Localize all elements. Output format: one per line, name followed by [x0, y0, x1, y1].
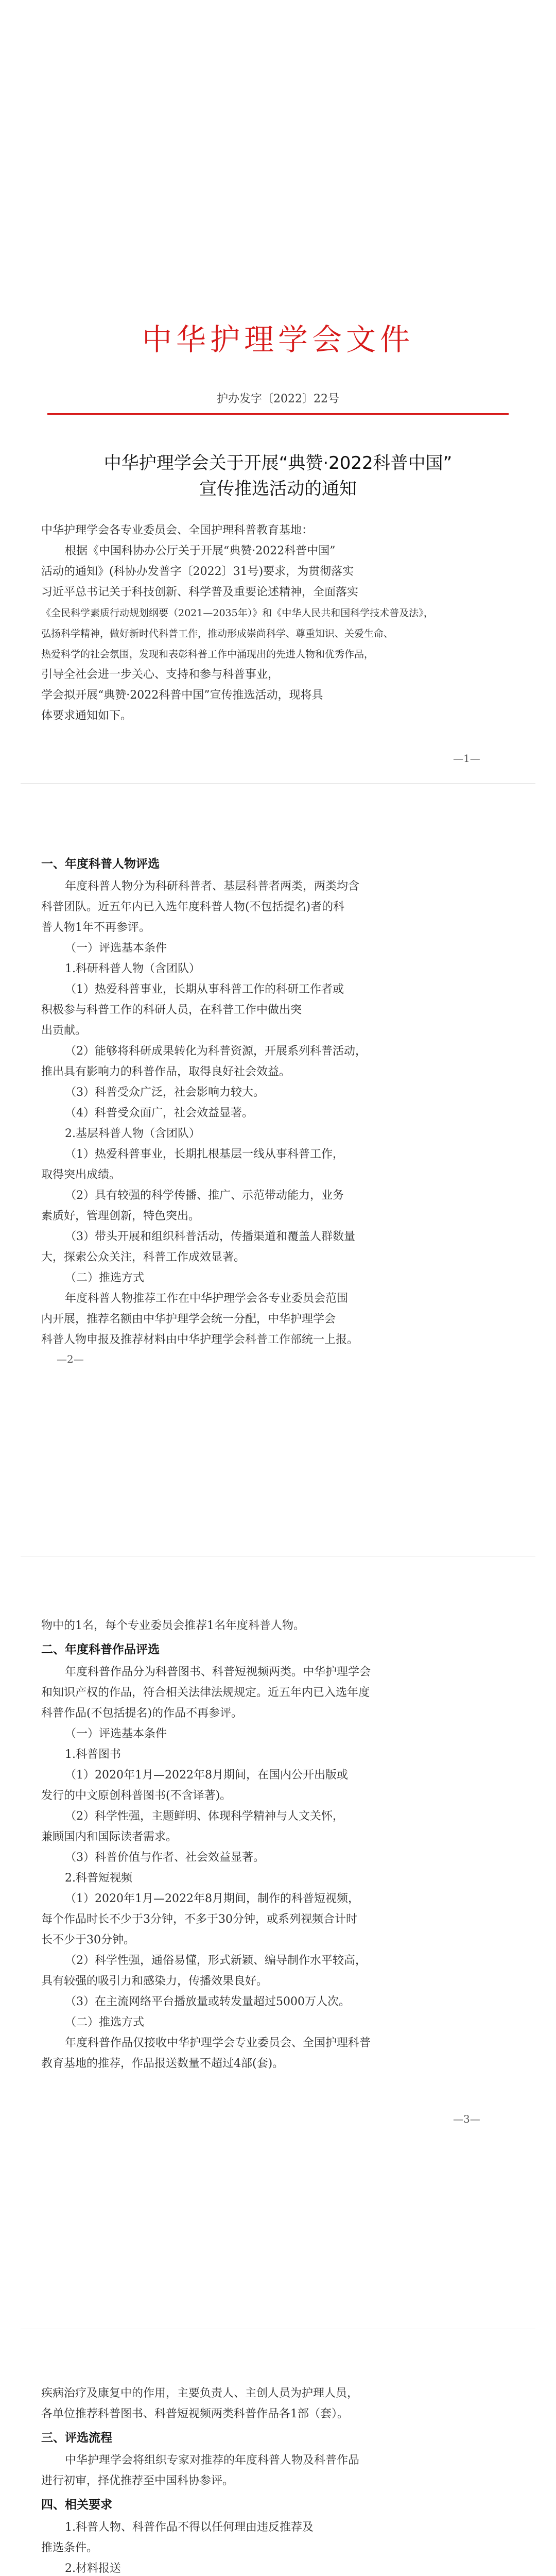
- paragraph-line: 科普团队。近五年内已入选年度科普人物(不包括提名)者的科: [41, 901, 345, 913]
- document-header-title: 中华护理学会文件: [142, 322, 414, 357]
- paragraph-line: 根据《中国科协办公厅关于开展“典赞·2022科普中国”: [65, 545, 336, 557]
- paragraph-line: 中华护理学会将组织专家对推荐的年度科普人物及科普作品: [65, 2454, 360, 2467]
- paragraph-line: 取得突出成绩。: [41, 1168, 121, 1181]
- paragraph-line: 1.科普人物、科普作品不得以任何理由违反推荐及: [65, 2521, 314, 2534]
- section-heading: 三、评选流程: [41, 2431, 112, 2445]
- paragraph-line: 科普人物申报及推荐材料由中华护理学会科普工作部统一上报。: [41, 1333, 359, 1346]
- paragraph-line: 疾病治疗及康复中的作用，主要负责人、主创人员为护理人员，: [41, 2387, 359, 2400]
- paragraph-line: 引导全社会进一步关心、支持和参与科普事业，: [41, 668, 280, 681]
- paragraph-line: 大，探索公众关注，科普工作成效显著。: [41, 1251, 246, 1264]
- page-number: —3—: [453, 2113, 480, 2125]
- paragraph-line: （2）科学性强，主题鲜明、体现科学精神与人文关怀，: [65, 1810, 344, 1823]
- paragraph-line: （3）在主流网络平台播放量或转发量超过5000万人次。: [65, 1995, 350, 2008]
- paragraph-line: 年度科普作品仅接收中华护理学会专业委员会、全国护理科普: [65, 2037, 371, 2049]
- subheading: 1.科普图书: [65, 1748, 121, 1761]
- paragraph-line: 普人物1年不再参评。: [41, 921, 150, 934]
- paragraph-line: 进行初审，择优推荐至中国科协参评。: [41, 2475, 234, 2487]
- paragraph-line: 教育基地的推荐，作品报送数量不超过4部(套)。: [41, 2057, 284, 2070]
- salutation: 中华护理学会各专业委员会、全国护理科普教育基地：: [41, 524, 314, 537]
- paragraph-line: 体要求通知如下。: [41, 709, 132, 722]
- page-4: [0, 2329, 556, 2576]
- paragraph-line: 内开展，推荐名额由中华护理学会统一分配，中华护理学会: [41, 1313, 336, 1326]
- subheading: （二）推选方式: [65, 2016, 145, 2029]
- paragraph-line: （2）科学性强，通俗易懂，形式新颖、编导制作水平较高，: [65, 1954, 367, 1967]
- section-heading: 二、年度科普作品评选: [41, 1642, 160, 1656]
- paragraph-line: （1）热爱科普事业，长期从事科普工作的科研工作者或: [65, 983, 344, 996]
- paragraph-line: （1）2020年1月—2022年8月期间，在国内公开出版或: [65, 1769, 348, 1782]
- paragraph-line: （1）热爱科普事业，长期扎根基层一线从事科普工作，: [65, 1148, 344, 1161]
- paragraph-line: 热爱科学的社会氛围，发现和表彰科普工作中涌现出的先进人物和优秀作品，: [41, 649, 374, 660]
- notice-title-line-1: 中华护理学会关于开展“典赞·2022科普中国”: [103, 453, 453, 473]
- paragraph-line: 弘扬科学精神，做好新时代科普工作，推动形成崇尚科学、尊重知识、关爱生命、: [41, 628, 394, 639]
- page-number: —2—: [57, 1353, 84, 1365]
- paragraph-line: （2）能够将科研成果转化为科普资源，开展系列科普活动，: [65, 1045, 367, 1058]
- paragraph-line: 活动的通知》(科协办发普字〔2022〕31号)要求，为贯彻落实: [41, 565, 354, 578]
- section-heading: 一、年度科普人物评选: [41, 857, 160, 871]
- paragraph-line: 年度科普人物推荐工作在中华护理学会各专业委员会范围: [65, 1292, 349, 1305]
- paragraph-line: 习近平总书记关于科技创新、科学普及重要论述精神，全面落实: [41, 586, 359, 599]
- paragraph-line: （4）科普受众面广，社会效益显著。: [65, 1107, 253, 1120]
- paragraph-line: 积极参与科普工作的科研人员，在科普工作中做出突: [41, 1004, 302, 1016]
- paragraph-line: 推选条件。: [41, 2541, 98, 2554]
- paragraph-line: （3）科普受众广泛，社会影响力较大。: [65, 1086, 265, 1099]
- page-3: [0, 1556, 556, 2329]
- subheading: 2.科普短视频: [65, 1872, 132, 1885]
- paragraph-line: 年度科普作品分为科普图书、科普短视频两类。中华护理学会: [65, 1666, 371, 1679]
- subheading: 2.基层科普人物（含团队）: [65, 1127, 200, 1140]
- paragraph-line: （3）科普价值与作者、社会效益显著。: [65, 1851, 265, 1864]
- paragraph-line: 物中的1名，每个专业委员会推荐1名年度科普人物。: [41, 1619, 305, 1632]
- section-heading: 四、相关要求: [41, 2498, 112, 2512]
- notice-title-line-2: 宣传推选活动的通知: [199, 479, 357, 499]
- paragraph-line: （3）带头开展和组织科普活动，传播渠道和覆盖人群数量: [65, 1230, 355, 1243]
- paragraph-line: （1）2020年1月—2022年8月期间，制作的科普短视频，: [65, 1892, 359, 1905]
- paragraph-line: 学会拟开展“典赞·2022科普中国”宣传推选活动，现将具: [41, 689, 323, 702]
- subheading: 1.科研科普人物（含团队）: [65, 962, 200, 975]
- paragraph-line: 各单位推荐科普图书、科普短视频两类科普作品各1部（套）。: [41, 2408, 349, 2420]
- page-2: [0, 784, 556, 1556]
- paragraph-line: 年度科普人物分为科研科普者、基层科普者两类，两类均含: [65, 880, 360, 893]
- paragraph-line: 科普作品(不包括提名)的作品不再参评。: [41, 1707, 243, 1720]
- paragraph-line: 兼顾国内和国际读者需求。: [41, 1831, 178, 1843]
- paragraph-line: 长不少于30分钟。: [41, 1934, 135, 1946]
- red-header-rule: [47, 413, 509, 415]
- paragraph-line: 素质好，管理创新，特色突出。: [41, 1210, 200, 1223]
- paragraph-line: 具有较强的吸引力和感染力，传播效果良好。: [41, 1975, 268, 1988]
- page-1: [0, 0, 556, 783]
- paragraph-line: （2）具有较强的科学传播、推广、示范带动能力，业务: [65, 1189, 344, 1202]
- document-number: 护办发字〔2022〕22号: [217, 393, 339, 405]
- subheading: （一）评选基本条件: [65, 942, 167, 955]
- page-number: —1—: [453, 752, 480, 765]
- subheading: （二）推选方式: [65, 1272, 145, 1284]
- paragraph-line: 每个作品时长不少于3分钟，不多于30分钟，或系列视频合计时: [41, 1913, 357, 1926]
- paragraph-line: 和知识产权的作品，符合相关法律法规规定。近五年内已入选年度: [41, 1686, 370, 1699]
- paragraph-line: 出贡献。: [41, 1024, 87, 1037]
- paragraph-line: 发行的中文原创科普图书(不含译著)。: [41, 1789, 232, 1802]
- paragraph-line: 《全民科学素质行动规划纲要（2021—2035年）》和《中华人民共和国科学技术普及法》，: [41, 607, 433, 619]
- paragraph-line: 推出具有影响力的科普作品，取得良好社会效益。: [41, 1065, 291, 1078]
- subheading: （一）评选基本条件: [65, 1727, 167, 1740]
- paragraph-line: 2.材料报送: [65, 2562, 121, 2575]
